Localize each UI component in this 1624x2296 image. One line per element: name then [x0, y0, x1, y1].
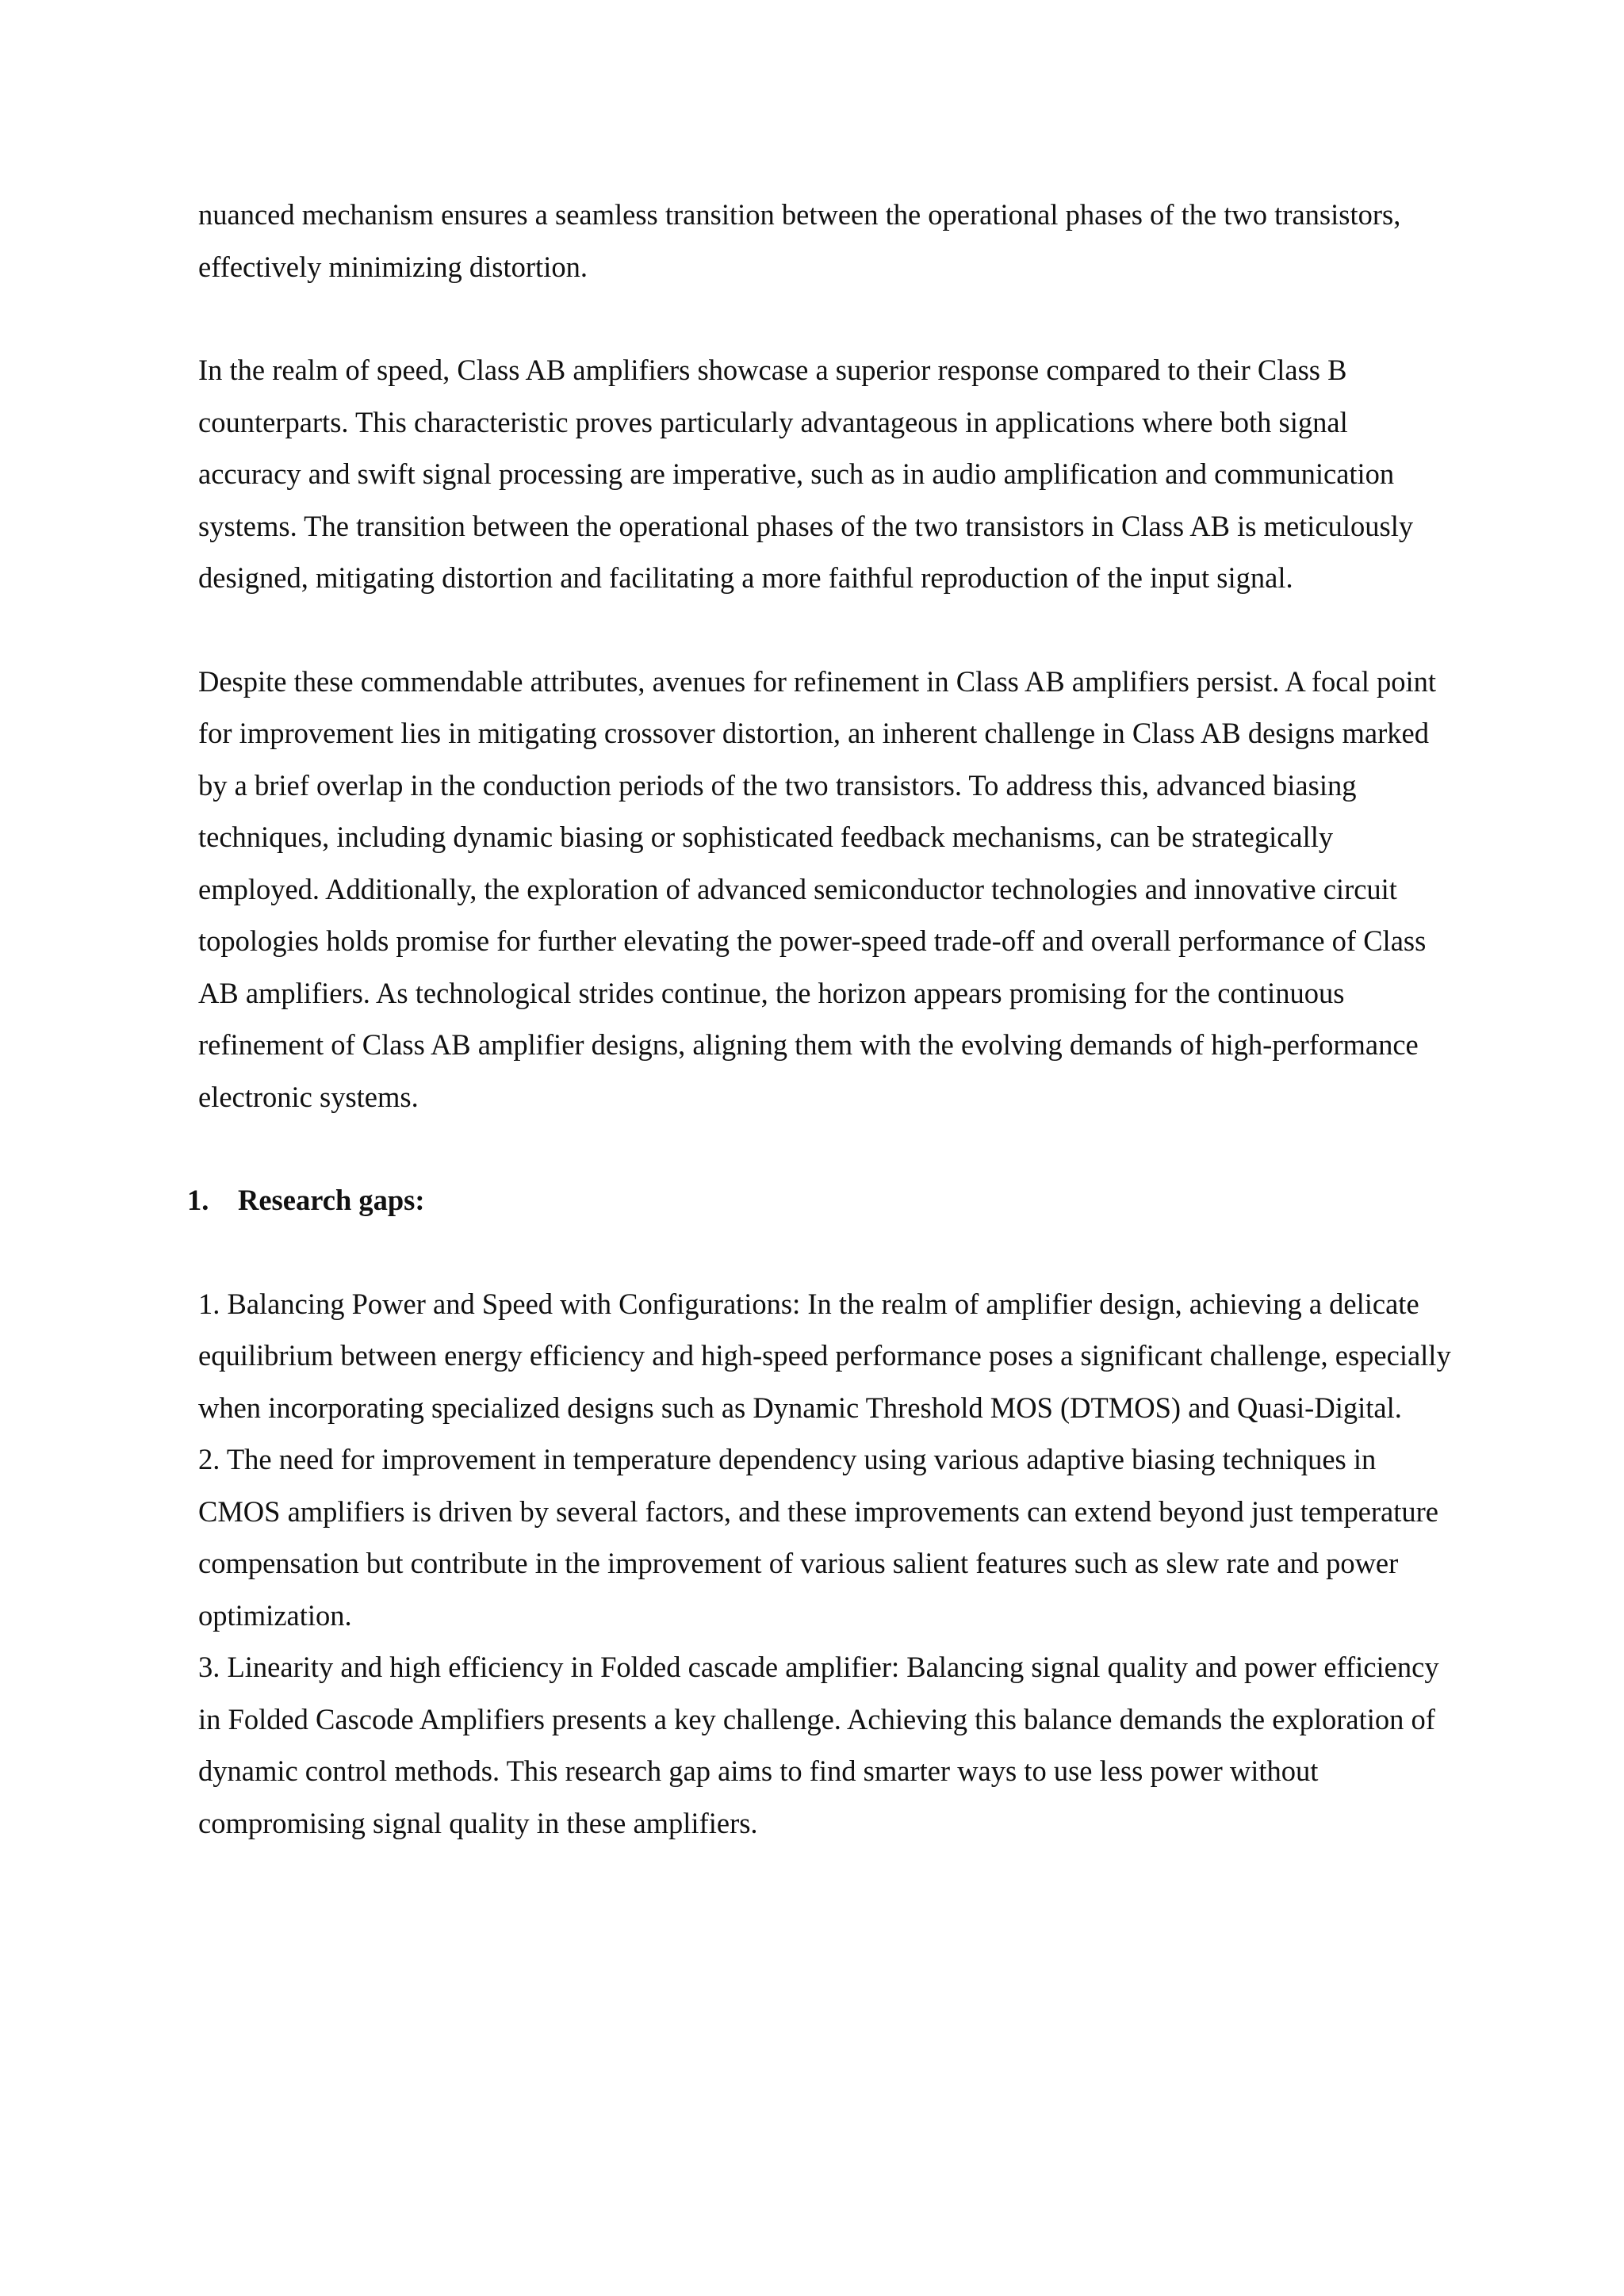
research-gap-item: 1. Balancing Power and Speed with Configurations: In the realm of amplifier design, achieving a delicate equilibrium between energy efficiency and high-speed performance poses a significant challenge, especially when incorporating specialized designs such as Dynamic Threshold MOS (DTMOS) and Quasi-Digital.	[198, 1287, 1451, 1424]
paragraph-refinement: Despite these commendable attributes, avenues for refinement in Class AB amplifiers persist. A focal point for improvement lies in mitigating crossover distortion, an inherent challenge in Class AB designs marked by a brief overlap in the conduction periods of the two transistors. To address this, advanced biasing techniques, including dynamic biasing or sophisticated feedback mechanisms, can be strategically employed. Additionally, the exploration of advanced semiconductor technologies and innovative circuit topologies holds promise for further elevating the power-speed trade-off and overall performance of Class AB amplifiers. As technological strides continue, the horizon appears promising for the continuous refinement of Class AB amplifier designs, aligning them with the evolving demands of high-performance electronic systems.	[198, 664, 1436, 1113]
document-page	[187, 189, 1451, 1849]
research-gap-item: 3. Linearity and high efficiency in Folded cascade amplifier: Balancing signal quality and power efficiency in Folded Cascode Amplifiers presents a key challenge. Achieving this balance demands the exploration of dynamic control methods. This research gap aims to find smarter ways to use less power without compromising signal quality in these amplifiers.	[198, 1651, 1439, 1839]
section-heading	[187, 1174, 1440, 1226]
paragraph-speed: In the realm of speed, Class AB amplifiers showcase a superior response compared to their Class B counterparts. This characteristic proves particularly advantageous in applications where both signal accuracy and swift signal processing are imperative, such as in audio amplification and communication systems. The transition between the operational phases of the two transistors in Class AB is meticulously designed, mitigating distortion and facilitating a more faithful reproduction of the input signal.	[198, 354, 1414, 594]
section-number: 1.	[187, 1184, 209, 1216]
research-gap-item: 2. The need for improvement in temperature dependency using various adaptive biasing techniques in CMOS amplifiers is driven by several factors, and these improvements can extend beyond just temperature compensation but contribute in the improvement of various salient features such as slew rate and power optimization.	[198, 1443, 1438, 1632]
paragraph-spacer	[198, 1123, 1451, 1174]
section-title: Research gaps:	[238, 1184, 425, 1216]
paragraph-spacer	[198, 1226, 1451, 1278]
paragraph-spacer	[198, 604, 1451, 656]
paragraph-spacer	[198, 293, 1451, 344]
paragraph-continuation: nuanced mechanism ensures a seamless transition between the operational phases of the two transistors, effectively minimizing distortion.	[198, 198, 1401, 283]
